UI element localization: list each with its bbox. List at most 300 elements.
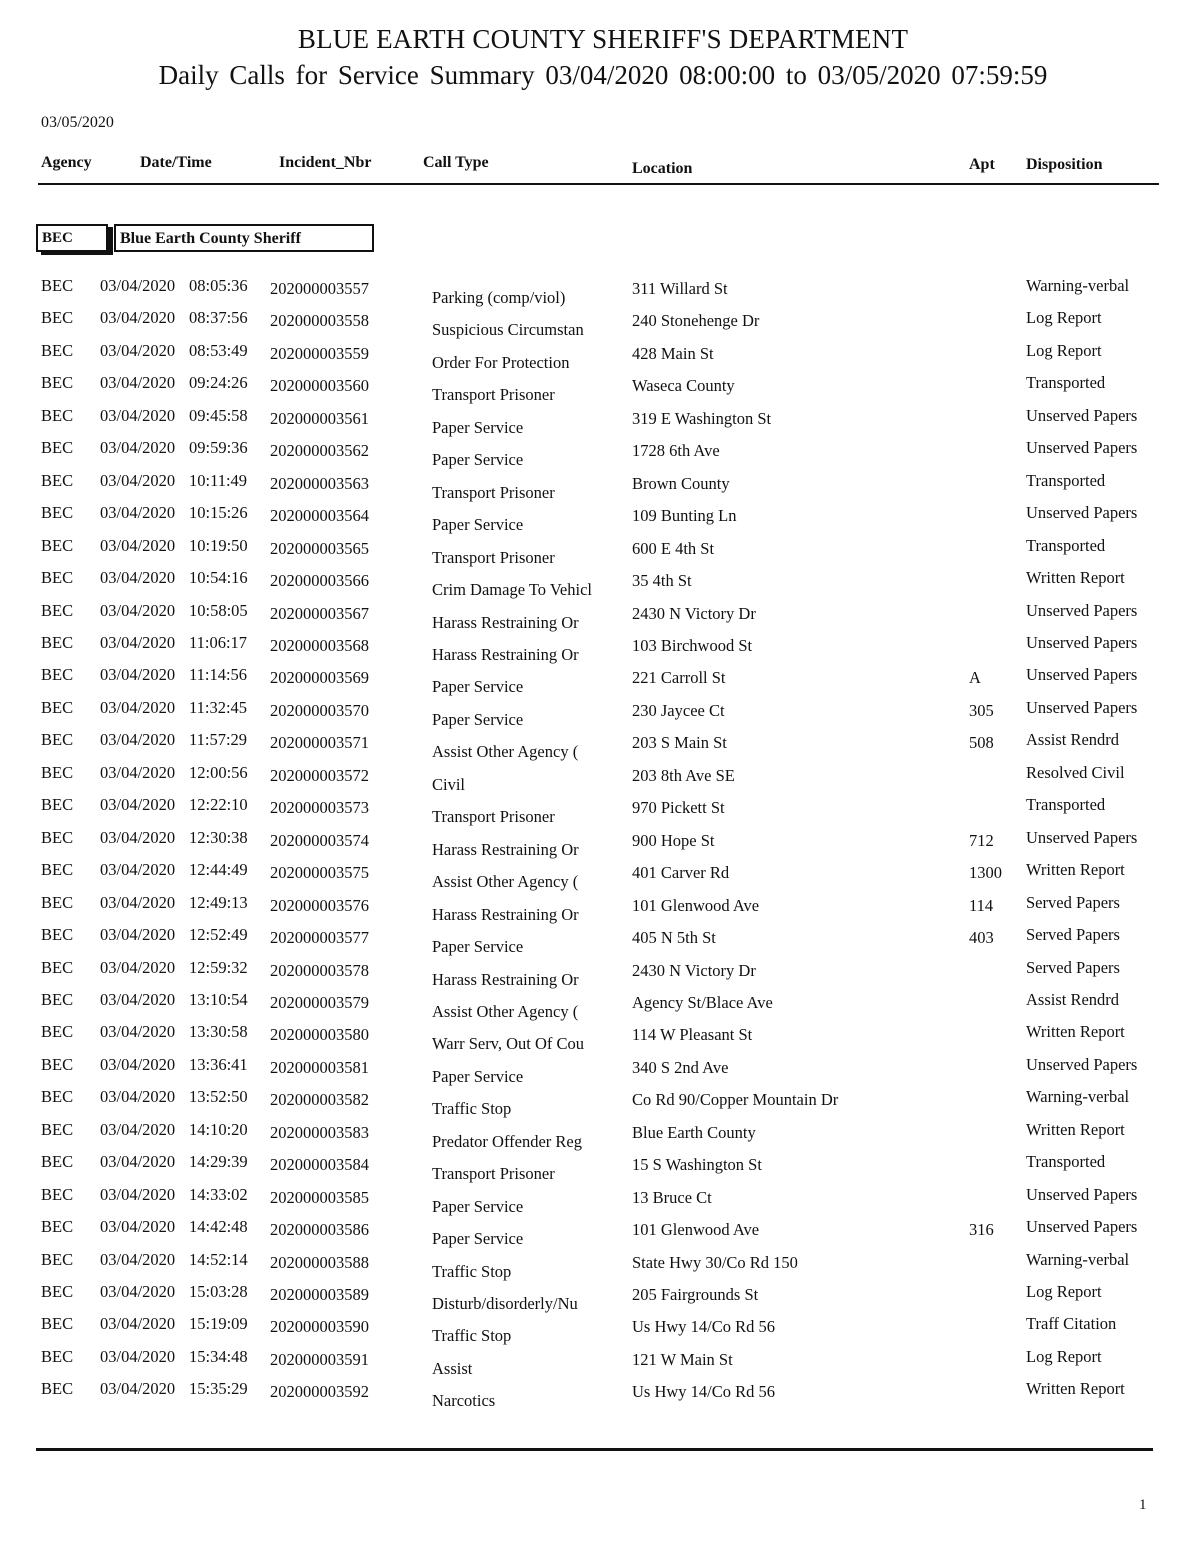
calltype-cell: Assist bbox=[432, 1358, 473, 1378]
apt-cell: 316 bbox=[969, 1220, 994, 1240]
time-cell: 13:30:58 bbox=[189, 1022, 248, 1042]
disposition-cell: Unserved Papers bbox=[1026, 1184, 1138, 1204]
agency-cell: BEC bbox=[41, 730, 74, 750]
incident-cell: 202000003566 bbox=[270, 571, 369, 590]
location-cell: Brown County bbox=[632, 473, 730, 493]
disposition-cell: Unserved Papers bbox=[1026, 665, 1138, 685]
location-cell: 13 Bruce Ct bbox=[632, 1187, 712, 1207]
table-row bbox=[0, 828, 1200, 860]
calltype-cell: Parking (comp/viol) bbox=[432, 288, 566, 307]
date-cell: 03/04/2020 bbox=[100, 665, 176, 685]
time-cell: 15:34:48 bbox=[189, 1346, 248, 1366]
time-cell: 11:06:17 bbox=[189, 633, 248, 652]
time-cell: 13:36:41 bbox=[189, 1054, 248, 1074]
time-cell: 15:35:29 bbox=[189, 1379, 248, 1399]
agency-cell: BEC bbox=[41, 989, 74, 1009]
date-cell: 03/04/2020 bbox=[100, 1152, 176, 1172]
agency-cell: BEC bbox=[41, 1314, 74, 1334]
disposition-cell: Transported bbox=[1026, 373, 1106, 393]
time-cell: 08:37:56 bbox=[189, 308, 248, 328]
disposition-cell: Traff Citation bbox=[1026, 1314, 1117, 1334]
location-cell: 970 Pickett St bbox=[632, 798, 725, 818]
column-header-disposition: Disposition bbox=[1026, 156, 1103, 173]
column-header-datetime: Date/Time bbox=[140, 154, 212, 171]
table-row bbox=[0, 665, 1200, 697]
time-cell: 10:58:05 bbox=[189, 600, 248, 620]
calltype-cell: Harass Restraining Or bbox=[432, 969, 579, 989]
agency-cell: BEC bbox=[41, 568, 74, 587]
time-cell: 12:22:10 bbox=[189, 795, 248, 815]
time-cell: 14:33:02 bbox=[189, 1184, 248, 1204]
calltype-cell: Transport Prisoner bbox=[432, 547, 555, 567]
incident-cell: 202000003574 bbox=[270, 830, 369, 850]
date-cell: 03/04/2020 bbox=[100, 762, 176, 782]
agency-cell: BEC bbox=[41, 762, 74, 782]
calltype-cell: Disturb/disorderly/Nu bbox=[432, 1294, 578, 1313]
disposition-cell: Warning-verbal bbox=[1026, 276, 1130, 295]
apt-cell: 508 bbox=[969, 733, 994, 753]
incident-cell: 202000003576 bbox=[270, 895, 369, 915]
incident-cell: 202000003590 bbox=[270, 1317, 369, 1337]
calltype-cell: Assist Other Agency ( bbox=[432, 1001, 579, 1021]
location-cell: 428 Main St bbox=[632, 343, 714, 363]
date-cell: 03/04/2020 bbox=[100, 568, 176, 587]
date-cell: 03/04/2020 bbox=[100, 470, 176, 490]
time-cell: 10:54:16 bbox=[189, 568, 248, 587]
report-subtitle: Daily Calls for Service Summary 03/04/2020 08:00:00 to 03/05/2020 07:59:59 bbox=[158, 60, 1048, 90]
incident-cell: 202000003567 bbox=[270, 603, 369, 623]
disposition-cell: Served Papers bbox=[1026, 925, 1120, 944]
incident-cell: 202000003564 bbox=[270, 506, 369, 526]
date-cell: 03/04/2020 bbox=[100, 860, 176, 880]
disposition-cell: Transported bbox=[1026, 470, 1106, 490]
date-cell: 03/04/2020 bbox=[100, 697, 176, 717]
table-row bbox=[0, 1087, 1200, 1119]
time-cell: 11:57:29 bbox=[189, 730, 248, 750]
agency-cell: BEC bbox=[41, 665, 74, 685]
calltype-cell: Transport Prisoner bbox=[432, 482, 555, 502]
calltype-cell: Order For Protection bbox=[432, 352, 570, 372]
date-cell: 03/04/2020 bbox=[100, 503, 176, 523]
time-cell: 15:03:28 bbox=[189, 1282, 248, 1301]
table-row bbox=[0, 308, 1200, 340]
disposition-cell: Unserved Papers bbox=[1026, 633, 1138, 652]
incident-cell: 202000003585 bbox=[270, 1187, 369, 1207]
table-row bbox=[0, 276, 1200, 308]
table-row bbox=[0, 1217, 1200, 1249]
location-cell: 205 Fairgrounds St bbox=[632, 1285, 759, 1304]
calltype-cell: Assist Other Agency ( bbox=[432, 742, 579, 762]
disposition-cell: Resolved Civil bbox=[1026, 762, 1125, 782]
table-row bbox=[0, 601, 1200, 633]
agency-cell: BEC bbox=[41, 827, 74, 847]
calltype-cell: Narcotics bbox=[432, 1391, 496, 1411]
date-cell: 03/04/2020 bbox=[100, 308, 176, 328]
header-rule bbox=[38, 183, 1159, 185]
location-cell: 109 Bunting Ln bbox=[632, 506, 737, 526]
table-row bbox=[0, 341, 1200, 373]
agency-cell: BEC bbox=[41, 438, 74, 458]
date-cell: 03/04/2020 bbox=[100, 1217, 176, 1237]
time-cell: 12:44:49 bbox=[189, 860, 248, 880]
table-row bbox=[0, 471, 1200, 503]
location-cell: 2430 N Victory Dr bbox=[632, 960, 756, 980]
agency-cell: BEC bbox=[41, 633, 74, 652]
date-cell: 03/04/2020 bbox=[100, 340, 176, 360]
column-header-location: Location bbox=[632, 160, 693, 177]
page-number: 1 bbox=[1139, 1497, 1147, 1513]
agency-cell: BEC bbox=[41, 535, 74, 555]
time-cell: 10:11:49 bbox=[189, 470, 248, 490]
disposition-cell: Unserved Papers bbox=[1026, 827, 1138, 847]
disposition-cell: Warning-verbal bbox=[1026, 1087, 1130, 1107]
agency-cell: BEC bbox=[41, 503, 74, 523]
time-cell: 13:52:50 bbox=[189, 1087, 248, 1107]
location-cell: 101 Glenwood Ave bbox=[632, 1220, 760, 1240]
location-cell: 203 S Main St bbox=[632, 733, 727, 753]
location-cell: 600 E 4th St bbox=[632, 538, 715, 558]
incident-cell: 202000003584 bbox=[270, 1155, 369, 1175]
date-cell: 03/04/2020 bbox=[100, 1346, 176, 1366]
disposition-cell: Log Report bbox=[1026, 1282, 1102, 1301]
disposition-cell: Warning-verbal bbox=[1026, 1249, 1130, 1269]
table-row bbox=[0, 1185, 1200, 1217]
date-cell: 03/04/2020 bbox=[100, 1249, 176, 1269]
time-cell: 08:05:36 bbox=[189, 276, 248, 295]
disposition-cell: Served Papers bbox=[1026, 892, 1120, 912]
incident-cell: 202000003580 bbox=[270, 1025, 369, 1045]
date-cell: 03/04/2020 bbox=[100, 1087, 176, 1107]
time-cell: 10:19:50 bbox=[189, 535, 248, 555]
table-row bbox=[0, 406, 1200, 438]
calltype-cell: Warr Serv, Out Of Cou bbox=[432, 1034, 585, 1054]
incident-cell: 202000003559 bbox=[270, 343, 369, 363]
incident-cell: 202000003588 bbox=[270, 1252, 369, 1272]
location-cell: 230 Jaycee Ct bbox=[632, 700, 725, 720]
date-cell: 03/04/2020 bbox=[100, 1282, 176, 1301]
agency-cell: BEC bbox=[41, 1119, 74, 1139]
table-row bbox=[0, 1055, 1200, 1087]
apt-cell: 114 bbox=[969, 895, 994, 915]
agency-cell: BEC bbox=[41, 405, 74, 425]
date-cell: 03/04/2020 bbox=[100, 989, 176, 1009]
agency-cell: BEC bbox=[41, 470, 74, 490]
footer-rule bbox=[36, 1448, 1153, 1451]
disposition-cell: Written Report bbox=[1026, 1119, 1125, 1139]
date-cell: 03/04/2020 bbox=[100, 730, 176, 750]
time-cell: 13:10:54 bbox=[189, 989, 248, 1009]
location-cell: 114 W Pleasant St bbox=[632, 1025, 753, 1045]
location-cell: 203 8th Ave SE bbox=[632, 765, 735, 785]
table-row bbox=[0, 373, 1200, 405]
disposition-cell: Log Report bbox=[1026, 1346, 1102, 1366]
incident-cell: 202000003591 bbox=[270, 1349, 369, 1369]
incident-cell: 202000003573 bbox=[270, 798, 369, 818]
agency-cell: BEC bbox=[41, 1282, 74, 1301]
time-cell: 08:53:49 bbox=[189, 340, 248, 360]
table-row bbox=[0, 438, 1200, 470]
disposition-cell: Unserved Papers bbox=[1026, 405, 1138, 425]
apt-cell: 712 bbox=[969, 830, 994, 850]
calltype-cell: Civil bbox=[432, 774, 466, 794]
date-cell: 03/04/2020 bbox=[100, 438, 176, 458]
incident-cell: 202000003586 bbox=[270, 1220, 369, 1240]
agency-cell: BEC bbox=[41, 1249, 74, 1269]
disposition-cell: Written Report bbox=[1026, 1022, 1125, 1042]
disposition-cell: Transported bbox=[1026, 1152, 1106, 1172]
table-row bbox=[0, 1282, 1200, 1314]
calltype-cell: Paper Service bbox=[432, 1229, 524, 1249]
date-cell: 03/04/2020 bbox=[100, 276, 176, 295]
calltype-cell: Paper Service bbox=[432, 515, 524, 535]
calltype-cell: Paper Service bbox=[432, 709, 524, 729]
table-row bbox=[0, 1120, 1200, 1152]
location-cell: 900 Hope St bbox=[632, 830, 715, 850]
location-cell: 240 Stonehenge Dr bbox=[632, 311, 760, 331]
calltype-cell: Paper Service bbox=[432, 937, 524, 956]
calltype-cell: Paper Service bbox=[432, 1066, 524, 1086]
time-cell: 12:00:56 bbox=[189, 762, 248, 782]
agency-cell: BEC bbox=[41, 308, 74, 328]
incident-cell: 202000003582 bbox=[270, 1090, 369, 1110]
location-cell: 2430 N Victory Dr bbox=[632, 603, 756, 623]
disposition-cell: Unserved Papers bbox=[1026, 697, 1138, 717]
agency-cell: BEC bbox=[41, 795, 74, 815]
location-cell: 1728 6th Ave bbox=[632, 441, 720, 461]
table-row bbox=[0, 1347, 1200, 1379]
report-title: BLUE EARTH COUNTY SHERIFF'S DEPARTMENT bbox=[297, 24, 909, 54]
incident-cell: 202000003568 bbox=[270, 636, 369, 655]
disposition-cell: Transported bbox=[1026, 795, 1106, 815]
print-date: 03/05/2020 bbox=[41, 114, 114, 131]
table-row bbox=[0, 893, 1200, 925]
column-header-agency: Agency bbox=[41, 154, 92, 171]
agency-cell: BEC bbox=[41, 925, 74, 944]
date-cell: 03/04/2020 bbox=[100, 373, 176, 393]
date-cell: 03/04/2020 bbox=[100, 795, 176, 815]
calltype-cell: Paper Service bbox=[432, 417, 524, 437]
location-cell: State Hwy 30/Co Rd 150 bbox=[632, 1252, 798, 1272]
time-cell: 14:52:14 bbox=[189, 1249, 248, 1269]
calltype-cell: Paper Service bbox=[432, 450, 524, 470]
date-cell: 03/04/2020 bbox=[100, 1184, 176, 1204]
calltype-cell: Assist Other Agency ( bbox=[432, 872, 579, 892]
date-cell: 03/04/2020 bbox=[100, 405, 176, 425]
location-cell: Co Rd 90/Copper Mountain Dr bbox=[632, 1090, 839, 1110]
location-cell: 401 Carver Rd bbox=[632, 863, 730, 883]
calltype-cell: Harass Restraining Or bbox=[432, 839, 579, 859]
agency-cell: BEC bbox=[41, 340, 74, 360]
incident-cell: 202000003577 bbox=[270, 928, 369, 947]
disposition-cell: Unserved Papers bbox=[1026, 503, 1138, 523]
date-cell: 03/04/2020 bbox=[100, 1054, 176, 1074]
incident-cell: 202000003579 bbox=[270, 992, 369, 1012]
calltype-cell: Paper Service bbox=[432, 1196, 524, 1216]
calltype-cell: Suspicious Circumstan bbox=[432, 320, 584, 340]
location-cell: Us Hwy 14/Co Rd 56 bbox=[632, 1382, 776, 1402]
time-cell: 09:24:26 bbox=[189, 373, 248, 393]
agency-cell: BEC bbox=[41, 1087, 74, 1107]
agency-cell: BEC bbox=[41, 1184, 74, 1204]
date-cell: 03/04/2020 bbox=[100, 535, 176, 555]
agency-cell: BEC bbox=[41, 373, 74, 393]
location-cell: 121 W Main St bbox=[632, 1349, 733, 1369]
disposition-cell: Written Report bbox=[1026, 1379, 1125, 1399]
table-row bbox=[0, 1022, 1200, 1054]
agency-cell: BEC bbox=[41, 892, 74, 912]
calltype-cell: Transport Prisoner bbox=[432, 807, 555, 827]
disposition-cell: Written Report bbox=[1026, 568, 1125, 587]
time-cell: 15:19:09 bbox=[189, 1314, 248, 1334]
agency-cell: BEC bbox=[41, 697, 74, 717]
incident-cell: 202000003583 bbox=[270, 1122, 369, 1142]
incident-cell: 202000003581 bbox=[270, 1057, 369, 1077]
calltype-cell: Transport Prisoner bbox=[432, 1164, 555, 1184]
table-row bbox=[0, 536, 1200, 568]
table-row bbox=[0, 1250, 1200, 1282]
location-cell: 311 Willard St bbox=[632, 279, 728, 298]
incident-cell: 202000003571 bbox=[270, 733, 369, 753]
agency-cell: BEC bbox=[41, 860, 74, 880]
time-cell: 12:52:49 bbox=[189, 925, 248, 944]
calltype-cell: Paper Service bbox=[432, 677, 524, 697]
incident-cell: 202000003561 bbox=[270, 408, 369, 428]
date-cell: 03/04/2020 bbox=[100, 1119, 176, 1139]
time-cell: 14:29:39 bbox=[189, 1152, 248, 1172]
time-cell: 10:15:26 bbox=[189, 503, 248, 523]
incident-cell: 202000003592 bbox=[270, 1382, 369, 1402]
table-row bbox=[0, 503, 1200, 535]
location-cell: 35 4th St bbox=[632, 571, 692, 590]
disposition-cell: Unserved Papers bbox=[1026, 438, 1138, 458]
date-cell: 03/04/2020 bbox=[100, 925, 176, 944]
calltype-cell: Crim Damage To Vehicl bbox=[432, 580, 592, 599]
table-row bbox=[0, 1379, 1200, 1411]
disposition-cell: Assist Rendrd bbox=[1026, 730, 1120, 750]
disposition-cell: Unserved Papers bbox=[1026, 1054, 1138, 1074]
agency-cell: BEC bbox=[41, 1022, 74, 1042]
agency-cell: BEC bbox=[41, 957, 74, 977]
table-row bbox=[0, 860, 1200, 892]
disposition-cell: Log Report bbox=[1026, 340, 1102, 360]
date-cell: 03/04/2020 bbox=[100, 633, 176, 652]
disposition-cell: Written Report bbox=[1026, 860, 1125, 880]
table-row bbox=[0, 730, 1200, 762]
location-cell: Us Hwy 14/Co Rd 56 bbox=[632, 1317, 776, 1337]
location-cell: 15 S Washington St bbox=[632, 1155, 762, 1175]
table-row bbox=[0, 633, 1200, 665]
time-cell: 09:45:58 bbox=[189, 405, 248, 425]
disposition-cell: Unserved Papers bbox=[1026, 600, 1138, 620]
agency-cell: BEC bbox=[41, 1152, 74, 1172]
date-cell: 03/04/2020 bbox=[100, 957, 176, 977]
agency-cell: BEC bbox=[41, 1217, 74, 1237]
table-row bbox=[0, 698, 1200, 730]
location-cell: 405 N 5th St bbox=[632, 928, 716, 947]
calltype-cell: Traffic Stop bbox=[432, 1099, 512, 1119]
location-cell: 340 S 2nd Ave bbox=[632, 1057, 729, 1077]
date-cell: 03/04/2020 bbox=[100, 600, 176, 620]
incident-cell: 202000003572 bbox=[270, 765, 369, 785]
time-cell: 11:32:45 bbox=[189, 697, 248, 717]
incident-cell: 202000003560 bbox=[270, 376, 369, 396]
incident-cell: 202000003562 bbox=[270, 441, 369, 461]
date-cell: 03/04/2020 bbox=[100, 1022, 176, 1042]
agency-cell: BEC bbox=[41, 276, 74, 295]
incident-cell: 202000003570 bbox=[270, 700, 369, 720]
incident-cell: 202000003569 bbox=[270, 668, 369, 688]
incident-cell: 202000003557 bbox=[270, 279, 369, 298]
location-cell: 103 Birchwood St bbox=[632, 636, 753, 655]
date-cell: 03/04/2020 bbox=[100, 1379, 176, 1399]
calltype-cell: Traffic Stop bbox=[432, 1326, 512, 1346]
time-cell: 11:14:56 bbox=[189, 665, 248, 685]
incident-cell: 202000003563 bbox=[270, 473, 369, 493]
incident-cell: 202000003558 bbox=[270, 311, 369, 331]
calltype-cell: Harass Restraining Or bbox=[432, 612, 579, 632]
incident-cell: 202000003578 bbox=[270, 960, 369, 980]
table-row bbox=[0, 990, 1200, 1022]
disposition-cell: Unserved Papers bbox=[1026, 1217, 1138, 1237]
calltype-cell: Predator Offender Reg bbox=[432, 1131, 582, 1151]
calltype-cell: Traffic Stop bbox=[432, 1261, 512, 1281]
location-cell: Agency St/Blace Ave bbox=[632, 992, 773, 1012]
location-cell: Blue Earth County bbox=[632, 1122, 756, 1142]
agency-cell: BEC bbox=[41, 1346, 74, 1366]
column-header-calltype: Call Type bbox=[423, 154, 489, 171]
location-cell: 319 E Washington St bbox=[632, 408, 772, 428]
location-cell: 101 Glenwood Ave bbox=[632, 895, 760, 915]
column-header-apt: Apt bbox=[969, 156, 995, 173]
calltype-cell: Harass Restraining Or bbox=[432, 645, 579, 664]
disposition-cell: Transported bbox=[1026, 535, 1106, 555]
apt-cell: 403 bbox=[969, 928, 994, 947]
disposition-cell: Assist Rendrd bbox=[1026, 989, 1120, 1009]
incident-cell: 202000003575 bbox=[270, 863, 369, 883]
location-cell: Waseca County bbox=[632, 376, 735, 396]
agency-group-code: BEC bbox=[36, 224, 108, 252]
disposition-cell: Served Papers bbox=[1026, 957, 1120, 977]
table-row bbox=[0, 958, 1200, 990]
time-cell: 09:59:36 bbox=[189, 438, 248, 458]
time-cell: 12:59:32 bbox=[189, 957, 248, 977]
time-cell: 14:42:48 bbox=[189, 1217, 248, 1237]
agency-cell: BEC bbox=[41, 1054, 74, 1074]
time-cell: 12:30:38 bbox=[189, 827, 248, 847]
agency-group-name: Blue Earth County Sheriff bbox=[114, 224, 374, 252]
location-cell: 221 Carroll St bbox=[632, 668, 726, 688]
table-row bbox=[0, 925, 1200, 957]
apt-cell: A bbox=[969, 668, 981, 688]
incident-cell: 202000003589 bbox=[270, 1285, 369, 1304]
table-row bbox=[0, 763, 1200, 795]
disposition-cell: Log Report bbox=[1026, 308, 1102, 328]
date-cell: 03/04/2020 bbox=[100, 827, 176, 847]
calltype-cell: Harass Restraining Or bbox=[432, 904, 579, 924]
agency-cell: BEC bbox=[41, 1379, 74, 1399]
table-row bbox=[0, 568, 1200, 600]
agency-cell: BEC bbox=[41, 600, 74, 620]
calltype-cell: Transport Prisoner bbox=[432, 385, 555, 405]
table-row bbox=[0, 795, 1200, 827]
table-row bbox=[0, 1314, 1200, 1346]
apt-cell: 1300 bbox=[969, 863, 1002, 883]
time-cell: 14:10:20 bbox=[189, 1119, 248, 1139]
apt-cell: 305 bbox=[969, 700, 994, 720]
table-row bbox=[0, 1152, 1200, 1184]
column-header-incident: Incident_Nbr bbox=[279, 154, 372, 171]
date-cell: 03/04/2020 bbox=[100, 892, 176, 912]
